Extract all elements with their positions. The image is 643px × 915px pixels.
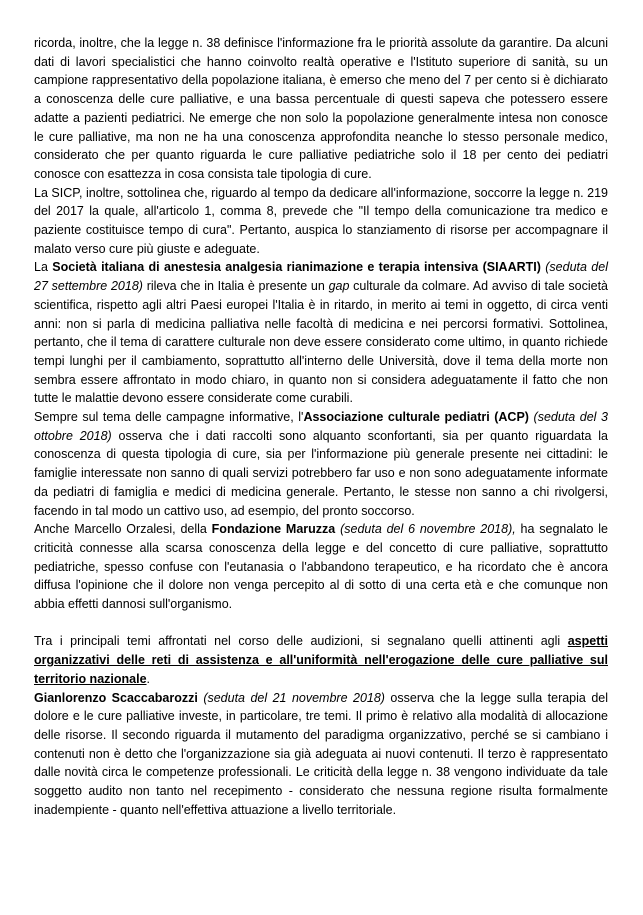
paragraph-information-priority: ricorda, inoltre, che la legge n. 38 definisce l'informazione fra le priorità assolute da garantire. Da alcuni dati di lavori specialistici che hanno coinvolto realtà operative e l'Istituto superiore di sanità, su un campione rappresentativo della popolazione italiana, è emerso che meno del 7 per cento si è dichiarato a conoscenza delle cure palliative, e una bassa percentuale di questi sapeva che potessero essere adatte a pazienti pediatrici. Ne emerge che non solo la popolazione generalmente intesa non conosce le cure palliative, ma non ne ha una conoscenza approfondita neanche lo stesso personale medico, considerato che per quanto riguarda le cure palliative pediatriche solo il 18 per cento dei pediatri conosce con esattezza in cosa consista tale tipologia di cure. <box>34 36 608 181</box>
paragraph-acp: Sempre sul tema delle campagne informative, l'Associazione culturale pediatri (ACP) (seduta del 3 ottobre 2018) osserva che i dati raccolti sono alquanto sconfortanti, sia per quanto riguardata la conoscenza di questa tipologia di cure, sia per l'informazione più generale presente nei cittadini: le famiglie interessate non sanno di quali servizi potrebbero far uso e non sono adeguatamente informate da pediatri di famiglia e medici di medicina generale. Pertanto, le stesse non sanno a chi rivolgersi, facendo in tal modo un cattivo uso, ad esempio, del pronto soccorso. <box>34 410 608 518</box>
italic-term: gap <box>328 279 350 294</box>
topic-highlight: aspetti organizzativi delle reti di assistenza e all'uniformità nell'erogazione delle cure palliative sul territorio nazionale <box>34 634 608 686</box>
session-date: (seduta del 27 settembre 2018) <box>34 260 608 294</box>
session-date: (seduta del 6 novembre 2018), <box>340 522 516 537</box>
paragraph-scaccabarozzi: Gianlorenzo Scaccabarozzi (seduta del 21 novembre 2018) osserva che la legge sulla terapia del dolore e le cure palliative investe, in particolare, tre temi. Il primo è relativo alla modalità di allocazione delle risorse. Il secondo riguarda il mutamento del paradigma organizzativo, perché se si cambiano i contenuti non è detto che l'organizzazione sia già adeguata ai nuovi contenuti. Il terzo è rappresentato dalle novità circa le competenze professionali. Le criticità della legge n. 38 vengono individuate da tale soggetto audito non tanto nel recepimento - considerato che nessuna regione risulta formalmente inadempiente - quanto nell'effettiva attuazione a livello territoriale. <box>34 690 608 817</box>
organization-name: Società italiana di anestesia analgesia rianimazione e terapia intensiva (SIAARTI) <box>52 260 541 275</box>
document-page <box>34 34 608 820</box>
paragraph-sicp: La SICP, inoltre, sottolinea che, riguardo al tempo da dedicare all'informazione, soccorre la legge n. 219 del 2017 la quale, all'articolo 1, comma 8, prevede che "Il tempo della comunicazione tra medico e paziente costituisce tempo di cura". Pertanto, auspica lo stanziamento di risorse per accompagnare il malato verso cure più giuste e adeguate. <box>34 185 608 256</box>
paragraph-siaarti: La Società italiana di anestesia analgesia rianimazione e terapia intensiva (SIAARTI) (seduta del 27 settembre 2018) rileva che in Italia è presente un gap culturale da colmare. Ad avviso di tale società scientifica, rispetto agli altri Paesi europei l'Italia è in ritardo, in merito ai temi in oggetto, di circa venti anni: non si parla di medicina palliativa nelle facoltà di medicina e nei percorsi formativi. Sottolinea, pertanto, che il tema di carattere culturale non deve essere considerato come ultimo, in quanto richiede tempi lunghi per il cambiamento, soprattutto all'interno delle Università, dove il tema della morte non sembra essere affrontato in modo chiaro, in quanto non si considera adeguatamente il fatto che non tutte le malattie devono essere considerate come curabili. <box>34 260 608 406</box>
paragraph-organizational-topics: Tra i principali temi affrontati nel corso delle audizioni, si segnalano quelli attinenti agli aspetti organizzativi delle reti di assistenza e all'uniformità nell'erogazione delle cure palliative sul territorio nazionale. <box>34 634 608 686</box>
speaker-name: Gianlorenzo Scaccabarozzi <box>34 690 198 705</box>
paragraph-maruzza: Anche Marcello Orzalesi, della Fondazione Maruzza (seduta del 6 novembre 2018), ha segnalato le criticità connesse alla scarsa conoscenza della legge e del concetto di cure palliative, soprattutto pediatriche, spesso confuse con l'eutanasia o l'abbandono terapeutico, e ha ricordato che è ancora diffusa l'opinione che il dolore non venga percepito al di sotto di una certa età e che comunque non abbia effetti dannosi sull'organismo. <box>34 522 608 612</box>
organization-name: Fondazione Maruzza <box>211 522 336 537</box>
organization-name: Associazione culturale pediatri (ACP) <box>303 410 529 425</box>
session-date: (seduta del 21 novembre 2018) <box>203 690 385 705</box>
session-date: (seduta del 3 ottobre 2018) <box>34 410 608 443</box>
